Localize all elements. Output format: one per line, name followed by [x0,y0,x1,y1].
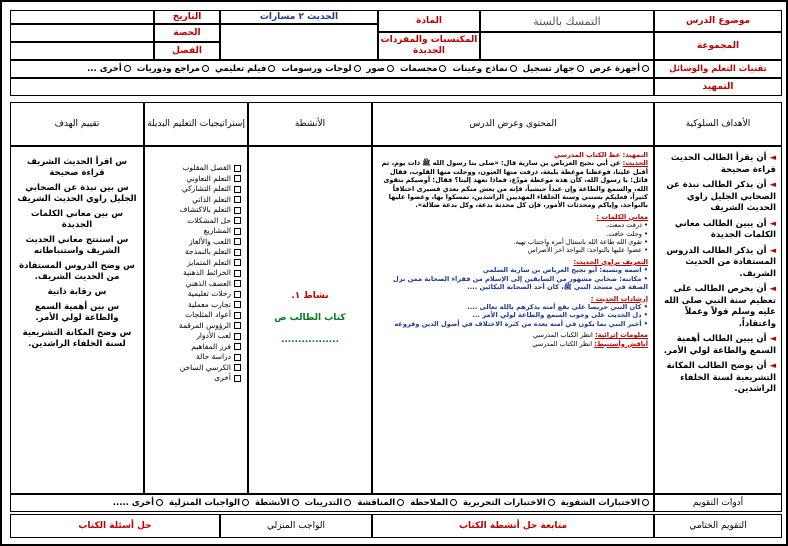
strategy-item[interactable]: الفصل المقلوب [145,163,241,174]
tool-item[interactable]: نماذج وعينات [452,64,516,74]
objective-item: ◄ أن يذكر الطالب الدروس المستفادة من الحديث الشريف. [666,245,776,279]
narrator-item: • اسمه ونسبه: أبو نجيح العرباض بن سارية السلمي [482,266,648,275]
assessment-item[interactable]: التدريبات [305,498,352,508]
strategies-cell [144,146,248,494]
checkbox-icon [234,207,241,214]
tool-item[interactable]: مجسمات [400,64,446,74]
strategy-item[interactable]: التعلم الذاتي [145,195,241,206]
checkbox-icon [234,375,241,382]
checkbox-icon [234,238,241,245]
activity-dots: ................. [280,335,340,345]
checkbox-icon [234,322,241,329]
assessment-list [10,494,654,512]
guidance-item: • أخبر النبي بما يكون في أمته بعده من كثرة الاختلاف في أصول الدين وفروعه [394,319,648,328]
guidance-item: • كان النبي حريصا على نفع أمته يذكرهم بالله تعالى .... [467,302,648,311]
radio-icon [577,65,584,72]
checkbox-icon [234,217,241,224]
lesson-label: الحديث ٢ مسارات [220,10,378,24]
col-objectives: الأهداف السلوكية [654,102,782,146]
period-label: الحصة [154,24,220,42]
material-label: المادة [378,10,480,32]
strategy-item[interactable]: التعلم المتمايز [145,258,241,269]
checkbox-icon [234,186,241,193]
reflect-line: أناقش وأستنبط: انظر الكتاب المدرسي [532,339,648,348]
radio-icon [156,499,163,506]
strategy-item[interactable]: الرؤوس المرقمة [145,321,241,332]
checkbox-icon [234,312,241,319]
vocab-value [220,24,378,60]
radio-icon [387,65,394,72]
strategy-item[interactable]: الكرسي الساخن [145,363,241,374]
tool-item[interactable]: أجهزة عرض [590,64,649,74]
radio-icon [548,499,555,506]
strategy-item[interactable]: التعلم التشاركي [145,184,241,195]
checkbox-icon [234,165,241,172]
follow-label: متابعة حل أنشطة الكتاب [372,514,654,538]
objective-item: ◄ أن يوضح الطالب المكانة التشريعية لسنة الخلفاء الراشدين. [666,361,776,394]
evaluation-item: س وضح الدروس المستفادة من الحديث الشريف. [19,261,135,282]
strategy-item[interactable]: العصف الذهني [145,279,241,290]
checkbox-icon [234,249,241,256]
strategy-item[interactable]: التعلم التعاوني [145,174,241,185]
checkbox-icon [234,354,241,361]
checkbox-icon [234,291,241,298]
subject-label: موضوع الدرس [654,10,782,32]
objective-item: ◄ أن يحرص الطالب على تعظيم سنة النبي صلى الله عليه وسلم قولاً وعملاً واعتقاداً. [664,284,776,329]
objectives-cell [654,146,782,494]
meaning-item: • تقوى الله طاعة الله باستثال أمره واجتناب نهيه. [513,238,648,247]
evaluation-item: س استنتج معاني الحديث الشريف واستنباطاته [25,235,129,256]
checkbox-icon [234,270,241,277]
strategy-item[interactable]: تجارب معملية [145,300,241,311]
assessment-item[interactable]: الاختبارات التحريرية [463,498,555,508]
assessment-label: أدوات التقويم [654,494,782,512]
content-intro: التمهيد: عظ الكتاب المدرسي [553,151,648,159]
group-value [480,32,654,60]
class-value [10,42,154,60]
activities-cell [248,146,372,494]
checkbox-icon [234,196,241,203]
meaning-item: • وجلت خافت. [606,229,648,238]
tool-item[interactable]: لوحات ورسومات [281,64,360,74]
assessment-item[interactable]: الاختبارات الشفوية [561,498,649,508]
strategy-item[interactable]: أخرى [145,373,241,384]
class-label: الفصل [154,42,220,60]
activity-title: نشاط ١. [291,291,329,301]
intro-label: التمهيد [654,78,782,96]
assessment-item[interactable]: أخرى ..... [113,498,163,508]
date-label: التاريخ [154,10,220,24]
radio-icon [268,65,275,72]
subject-value: التمسك بالسنة [480,10,654,32]
radio-icon [642,65,649,72]
objective-item: ◄ أن يقرأ الطالب الحديث قراءة صحيحة [670,153,776,175]
checkbox-icon [234,259,241,266]
evaluation-item: س وضح المكانة التشريعية لسنة الخلفاء الراشدين. [22,328,132,349]
answers-label: حل أسئلة الكتاب [10,514,220,538]
strategy-item[interactable]: المشاريع [145,226,241,237]
hadith-paragraph: الحديث: عن أبي نجيح العرباض بن سارية قال: «صلى بنا رسول الله ﷺ ذات يوم، ثم أقبل علينا، فوعظنا موعظة بليغة، ذرفت منها العيون، ووجلت منها القلوب، فقال قائل: يا رسول الله، كأن هذه موعظة مودّع، فماذا تعهد إلينا؟ فقال: أوصيكم بتقوى الله، والسمع والطاعة وإن عبداً حبشياً، فإنه من يعش منكم بعدي فسيرى اختلافاً كثيراً، فعليكم بسنتي وسنة الخلفاء المهديين الراشدين، تمسكوا بها، وعضوا عليها بالنواجذ، وإياكم ومحدثات الأمور، فإن كل محدثة بدعة، وكل بدعة ضلالة». [381,159,648,210]
tool-item[interactable]: صور [367,64,394,74]
checkbox-icon [234,175,241,182]
radio-icon [642,499,649,506]
date-value [10,10,154,24]
objective-item: ◄ أن يبين الطالب معاني الكلمات الجديدة [674,218,776,240]
col-content: المحتوى وعرض الدرس [372,102,654,146]
radio-icon [344,499,351,506]
content-cell [372,146,654,494]
objective-item: ◄ أن يذكر الطالب نبذة عن الصحابي الجليل راوي الحديث الشريف [666,180,776,213]
homework-label: الواجب المنزلي [220,514,372,538]
strategy-item[interactable]: لعب الأدوار [145,331,241,342]
activity-book: كتاب الطالب ص [274,313,346,323]
evaluation-item: س بين معاني الكلمات الجديدة [31,209,123,230]
tool-item[interactable]: فيلم تعليمي [215,64,275,74]
checkbox-icon [234,280,241,287]
checkbox-icon [234,228,241,235]
assessment-item[interactable]: الملاحظة [410,498,457,508]
radio-icon [397,499,404,506]
radio-icon [124,65,131,72]
strategy-item[interactable]: دراسة حالة [145,352,241,363]
tool-item[interactable]: مراجع ودوريات [137,64,209,74]
strategy-item[interactable]: التعلم بالنمذجة [145,247,241,258]
checkbox-icon [234,364,241,371]
period-value [10,24,154,42]
col-strategies: إستراتيجيات التعليم البديلة [144,102,248,146]
assessment-item[interactable]: الأنشطة [255,498,299,508]
tools-label: تقنيات التعلم والوسائل [654,60,782,78]
checkbox-icon [234,333,241,340]
group-label: المجموعة [654,32,782,60]
strategy-item[interactable]: أعواد المثلجات [145,310,241,321]
radio-icon [354,65,361,72]
enrichment-line: معلومات إثرائية: انظر الكتاب المدرسي [532,331,648,340]
evaluation-cell [10,146,144,494]
strategy-item[interactable]: رحلات تعليمية [145,289,241,300]
radio-icon [510,65,517,72]
radio-icon [439,65,446,72]
checkbox-icon [234,343,241,350]
evaluation-item: س اقرأ الحديث الشريف قراءة صحيحة [27,157,127,178]
final-label: التقويم الختامي [654,514,782,538]
meanings-label: معاني الكلمات : [596,212,648,221]
intro-value [10,78,654,96]
radio-icon [242,499,249,506]
narrator-item: • مكانته: صحابي مشهور من السابقين إلى الإسلام من فقراء الصحابة ممن نزل الصفة في مسجد النبي ﷺ، كان أحد الصحابة البكائين .... [393,274,648,292]
col-evaluation: تقييم الهدف [10,102,144,146]
assessment-item[interactable]: المناقشة [357,498,404,508]
evaluation-item: س رقابة ذاتية [47,287,107,297]
strategy-item[interactable]: الخرائط الذهنية [145,268,241,279]
strategy-item[interactable]: اللعب والألغاز [145,237,241,248]
col-activities: الأنشطة [248,102,372,146]
radio-icon [292,499,299,506]
evaluation-item: س بين نبذة عن الصحابي الجليل راوي الحديث الشريف [17,183,137,204]
checkbox-icon [234,301,241,308]
evaluation-item: س بين أهمية السمع والطاعة لولي الأمر. [34,302,120,323]
tool-item[interactable]: جهاز تسجيل [523,64,584,74]
meaning-item: • عضوا عليها بالنواجذ: النواجذ آخر الأضراس [527,246,648,255]
tool-item[interactable]: أخرى ... [87,64,131,74]
meaning-item: • ذرفت دمعت. [605,221,648,230]
strategy-item[interactable]: فرز المفاهيم [145,342,241,353]
strategy-item[interactable]: التعلم بالاكتشاف [145,205,241,216]
objective-item: ◄ أن يبين الطالب أهمية السمع والطاعة لولي الأمر. [663,334,776,356]
radio-icon [202,65,209,72]
guidance-label: إرشادات الحديث : [590,294,648,303]
vocab-label: المكتسبات والمفردات الجديدة [378,32,480,60]
tools-list [10,60,654,78]
guidance-item: • دل الحديث على وجوب السمع والطاعة لولي الأمر ... [472,311,648,320]
assessment-item[interactable]: الواجبات المنزلية [169,498,249,508]
radio-icon [450,499,457,506]
strategy-item[interactable]: حل المشكلات [145,216,241,227]
narrator-label: التعريف براوي الحديث: [573,257,648,266]
